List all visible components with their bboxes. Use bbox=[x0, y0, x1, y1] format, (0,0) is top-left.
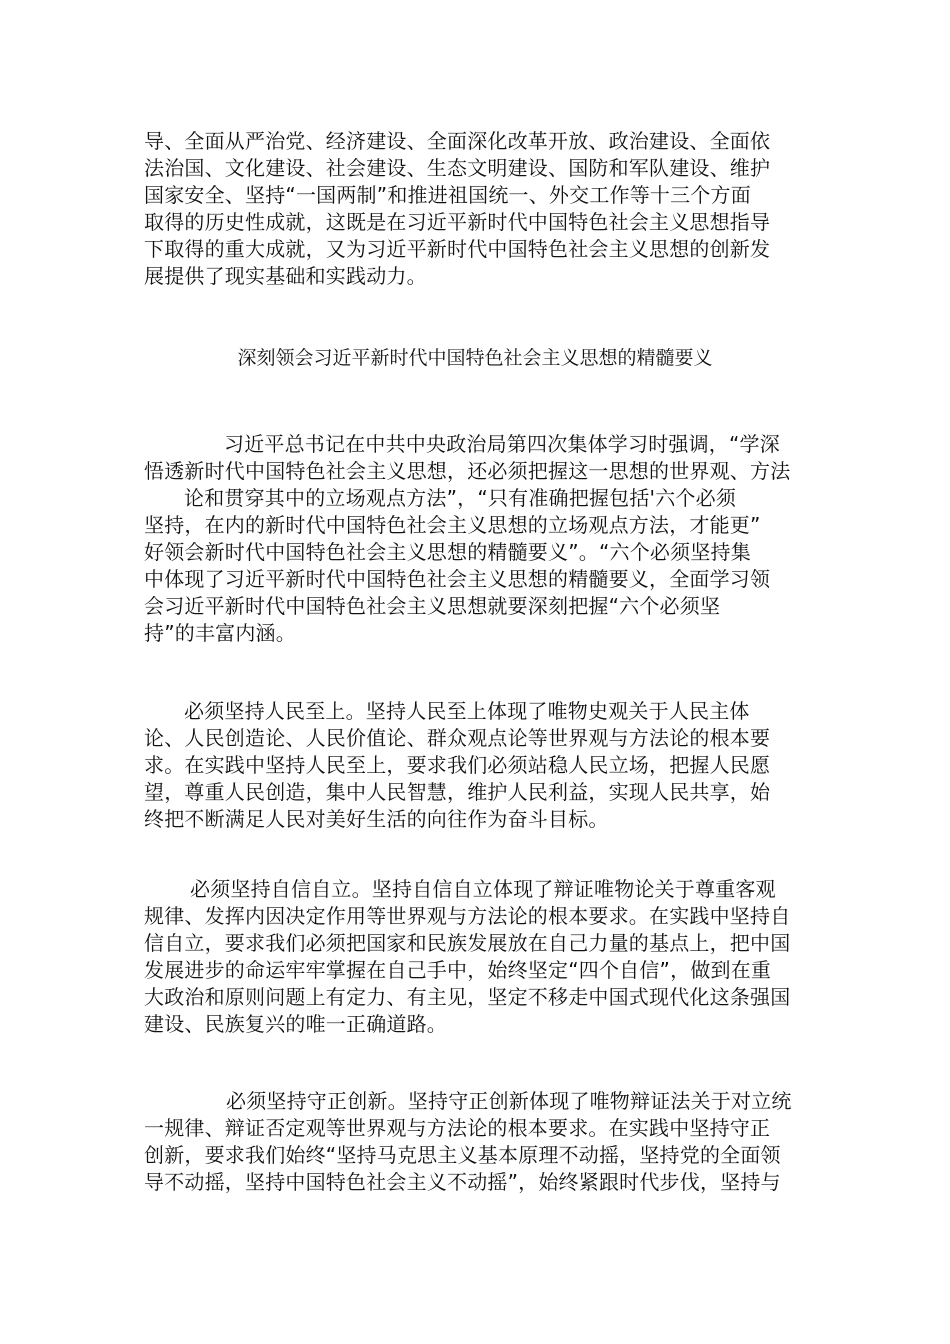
text-line: 展提供了现实基础和实践动力。 bbox=[144, 264, 427, 288]
text-line: 论、人民创造论、人民价值论、群众观点论等世界观与方法论的根本要 bbox=[144, 726, 771, 750]
paragraph-innovation bbox=[144, 1088, 816, 1196]
text-line: 取得的历史性成就，这既是在习近平新时代中国特色社会主义思想指导 bbox=[144, 210, 771, 234]
text-line: 会习近平新时代中国特色社会主义思想就要深刻把握“六个必须坚 bbox=[144, 594, 721, 618]
text-line: 导不动摇，坚持中国特色社会主义不动摇”，始终紧跟时代步伐，坚持与 bbox=[144, 1170, 781, 1194]
text-line: 国家安全、坚持“一国两制”和推进祖国统一、外交工作等十三个方面 bbox=[144, 183, 751, 207]
text-line: 坚持，在内的新时代中国特色社会主义思想的立场观点方法，才能更” bbox=[144, 513, 761, 537]
text-line: 创新，要求我们始终“坚持马克思主义基本原理不动摇，坚持党的全面领 bbox=[144, 1143, 781, 1167]
text-line: 信自立，要求我们必须把国家和民族发展放在自己力量的基点上，把中国 bbox=[144, 931, 791, 955]
text-line: 望，尊重人民创造，集中人民智慧，维护人民利益，实现人民共享，始 bbox=[144, 780, 771, 804]
paragraph-people-first bbox=[144, 698, 816, 833]
text-line: 规律、发挥内因决定作用等世界观与方法论的根本要求。在实践中坚持自 bbox=[144, 904, 791, 928]
text-line: 必须坚持自信自立。坚持自信自立体现了辩证唯物论关于尊重客观 bbox=[190, 877, 776, 901]
text-line: 导、全面从严治党、经济建设、全面深化改革开放、政治建设、全面依 bbox=[144, 129, 771, 153]
text-line: 习近平总书记在中共中央政治局第四次集体学习时强调，“学深 bbox=[224, 432, 780, 456]
paragraph-self-reliance bbox=[144, 876, 816, 1038]
text-line: 好领会新时代中国特色社会主义思想的精髓要义”。“六个必须坚持集 bbox=[144, 540, 751, 564]
paragraph-intro bbox=[144, 431, 816, 647]
text-line: 终把不断满足人民对美好生活的向往作为奋斗目标。 bbox=[144, 807, 609, 831]
text-line: 建设、民族复兴的唯一正确道路。 bbox=[144, 1012, 447, 1036]
text-line: 悟透新时代中国特色社会主义思想，还必须把握这一思想的世界观、方法 bbox=[144, 459, 791, 483]
text-line: 发展进步的命运牢牢掌握在自己手中，始终坚定“四个自信”，做到在重 bbox=[144, 958, 772, 982]
text-line: 论和贯穿其中的立场观点方法”，“只有准确把握包括'六个必须 bbox=[184, 486, 737, 510]
text-line: 持”的丰富内涵。 bbox=[144, 621, 296, 645]
text-line: 大政治和原则问题上有定力、有主见，坚定不移走中国式现代化这条强国 bbox=[144, 985, 791, 1009]
section-heading: 深刻领会习近平新时代中国特色社会主义思想的精髓要义 bbox=[237, 347, 713, 369]
paragraph-continuation bbox=[144, 128, 816, 290]
text-line: 一规律、辩证否定观等世界观与方法论的根本要求。在实践中坚持守正 bbox=[144, 1116, 771, 1140]
text-line: 法治国、文化建设、社会建设、生态文明建设、国防和军队建设、维护 bbox=[144, 156, 771, 180]
text-line: 下取得的重大成就，又为习近平新时代中国特色社会主义思想的创新发 bbox=[144, 237, 771, 261]
text-line: 求。在实践中坚持人民至上，要求我们必须站稳人民立场，把握人民愿 bbox=[144, 753, 771, 777]
text-line: 必须坚持守正创新。坚持守正创新体现了唯物辩证法关于对立统 bbox=[226, 1089, 792, 1113]
text-line: 中体现了习近平新时代中国特色社会主义思想的精髓要义，全面学习领 bbox=[144, 567, 771, 591]
text-line: 必须坚持人民至上。坚持人民至上体现了唯物史观关于人民主体 bbox=[184, 699, 750, 723]
